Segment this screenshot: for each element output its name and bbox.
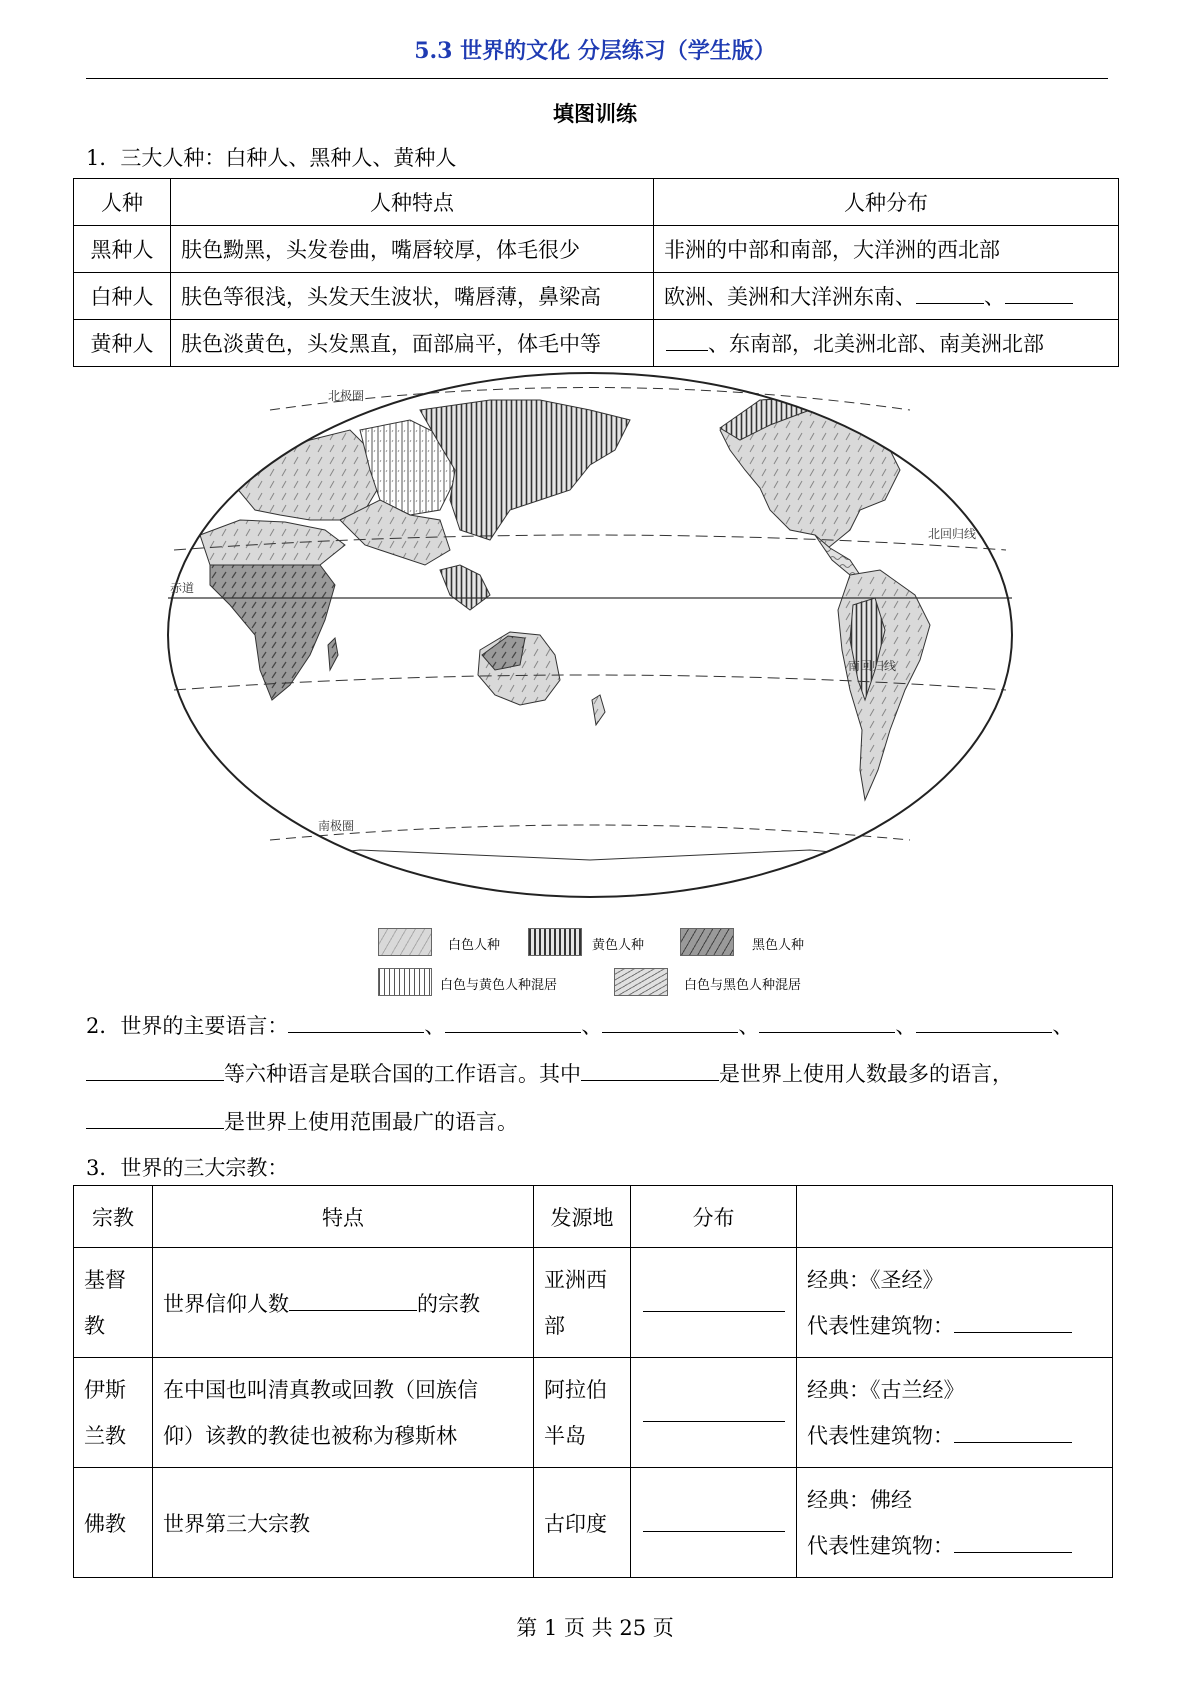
europe-region [230, 430, 380, 520]
answer-blank[interactable] [643, 1289, 785, 1312]
answer-blank[interactable] [86, 1058, 224, 1081]
q2-line-1: 2．世界的主要语言： 、 、 、 、 、 [86, 1010, 1073, 1040]
answer-blank[interactable] [916, 1010, 1052, 1033]
header-rule [86, 78, 1108, 79]
antarctic-circle-label: 南极圈 [318, 819, 355, 833]
legend-label: 黄色人种 [592, 938, 645, 953]
table-row [74, 1468, 1113, 1578]
table-row [74, 1248, 1113, 1358]
religion-distribution [631, 1248, 797, 1358]
new-zealand-region [592, 695, 605, 725]
south-america-region [838, 570, 930, 800]
religion-distribution [631, 1358, 797, 1468]
answer-blank[interactable] [643, 1509, 785, 1532]
race-table [73, 178, 1119, 367]
table-row [74, 1358, 1113, 1468]
header-cell: 特点 [153, 1186, 534, 1248]
religion-origin: 阿拉伯 半岛 [534, 1358, 631, 1468]
header-cell: 人种分布 [654, 179, 1119, 226]
religion-classic: 经典：《圣经》 代表性建筑物： [797, 1248, 1113, 1358]
legend-swatch-white-yellow [378, 968, 432, 996]
religion-distribution [631, 1468, 797, 1578]
q2-line-3: 是世界上使用范围最广的语言。 [86, 1106, 518, 1136]
central-america-region [815, 535, 860, 575]
southeast-asia-region [440, 565, 490, 610]
race-feature: 肤色黝黑，头发卷曲，嘴唇较厚，体毛很少 [171, 226, 654, 273]
religion-origin: 古印度 [534, 1468, 631, 1578]
table-row [74, 226, 1119, 273]
q1-prompt: 1．三大人种：白种人、黑种人、黄种人 [86, 146, 457, 170]
table-row [74, 1186, 1113, 1248]
answer-blank[interactable] [643, 1399, 785, 1422]
tropic-cancer-label: 北回归线 [928, 527, 977, 541]
race-distribution: 欧洲、美洲和大洋洲东南、 、 [654, 273, 1119, 320]
answer-blank[interactable] [288, 1010, 424, 1033]
page-number: 第 1 页 共 25 页 [516, 1616, 674, 1640]
race-feature: 肤色淡黄色，头发黑直，面部扁平，体毛中等 [171, 320, 654, 367]
section-title: 填图训练 [553, 101, 637, 126]
race-feature: 肤色等很浅，头发天生波状，嘴唇薄，鼻梁高 [171, 273, 654, 320]
legend-label: 白色与黑色人种混居 [684, 978, 802, 993]
legend-swatch-black [680, 928, 734, 956]
answer-blank[interactable] [954, 1310, 1072, 1333]
equator-label: 赤道 [170, 581, 195, 595]
header-cell: 人种特点 [171, 179, 654, 226]
religion-classic: 经典：《古兰经》 代表性建筑物： [797, 1358, 1113, 1468]
religion-name: 基督 教 [74, 1248, 153, 1358]
legend-label: 黑色人种 [752, 938, 805, 953]
religion-table [73, 1185, 1113, 1578]
document-title: 5.3 世界的文化 分层练习（学生版） [414, 38, 776, 64]
religion-feature: 在中国也叫清真教或回教（回族信 仰）该教的教徒也被称为穆斯林 [153, 1358, 534, 1468]
answer-blank[interactable] [289, 1288, 417, 1311]
race-distribution: 非洲的中部和南部，大洋洲的西北部 [654, 226, 1119, 273]
header-cell: 分布 [631, 1186, 797, 1248]
religion-name: 佛教 [74, 1468, 153, 1578]
answer-blank[interactable] [86, 1106, 224, 1129]
answer-blank[interactable] [1005, 281, 1073, 304]
header-cell: 发源地 [534, 1186, 631, 1248]
religion-classic: 经典：佛经 代表性建筑物： [797, 1468, 1113, 1578]
answer-blank[interactable] [581, 1058, 719, 1081]
tropic-capricorn-label: 南回归线 [848, 659, 897, 673]
arctic-circle-line [270, 388, 910, 411]
race-distribution: 、东南部，北美洲北部、南美洲北部 [654, 320, 1119, 367]
antarctic-circle-line [270, 825, 910, 840]
legend-swatch-white [378, 928, 432, 956]
answer-blank[interactable] [916, 281, 984, 304]
table-row [74, 179, 1119, 226]
madagascar-region [328, 638, 338, 670]
answer-blank[interactable] [759, 1010, 895, 1033]
legend-label: 白色与黄色人种混居 [440, 978, 558, 993]
table-row [74, 273, 1119, 320]
answer-blank[interactable] [954, 1530, 1072, 1553]
world-race-map [160, 370, 1020, 910]
religion-origin: 亚洲西 部 [534, 1248, 631, 1358]
header-cell: 人种 [74, 179, 171, 226]
answer-blank[interactable] [954, 1420, 1072, 1443]
table-row [74, 320, 1119, 367]
legend-swatch-yellow [528, 928, 582, 956]
race-name: 黄种人 [74, 320, 171, 367]
q2-line-2: 等六种语言是联合国的工作语言。其中 是世界上使用人数最多的语言， [86, 1058, 1013, 1088]
legend-label: 白色人种 [448, 938, 501, 953]
race-name: 黑种人 [74, 226, 171, 273]
race-name: 白种人 [74, 273, 171, 320]
antarctica-region [160, 850, 1020, 910]
legend-swatch-white-black [614, 968, 668, 996]
religion-feature: 世界信仰人数 的宗教 [153, 1248, 534, 1358]
religion-name: 伊斯 兰教 [74, 1358, 153, 1468]
q3-prompt: 3．世界的三大宗教： [86, 1156, 289, 1180]
header-cell [797, 1186, 1113, 1248]
africa-south-region [210, 565, 335, 700]
answer-blank[interactable] [666, 328, 708, 351]
answer-blank[interactable] [602, 1010, 738, 1033]
africa-north-region [200, 520, 345, 565]
religion-feature: 世界第三大宗教 [153, 1468, 534, 1578]
arctic-circle-label: 北极圈 [328, 389, 365, 403]
answer-blank[interactable] [445, 1010, 581, 1033]
header-cell: 宗教 [74, 1186, 153, 1248]
